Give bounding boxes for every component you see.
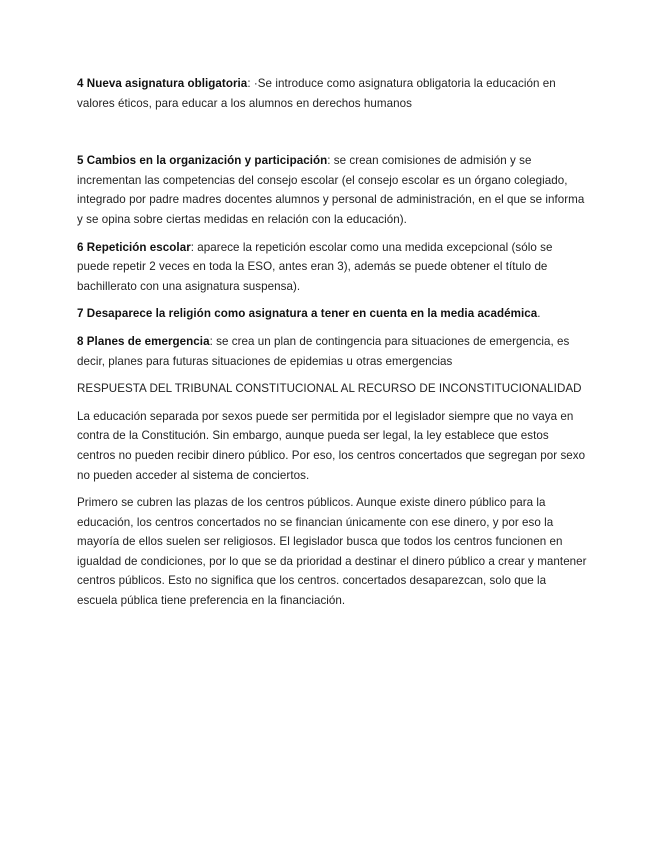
item-4-heading: 4 Nueva asignatura obligatoria [77, 77, 248, 90]
section-title: RESPUESTA DEL TRIBUNAL CONSTITUCIONAL AL RECURSO DE INCONSTITUCIONALIDAD [77, 382, 582, 396]
item-6-paragraph [77, 238, 587, 297]
item-6-heading: 6 Repetición escolar [77, 240, 191, 254]
item-6-body: : aparece la repetición escolar como una medida excepcional (sólo se puede repetir 2 veces en toda la ESO, antes eran 3), además se puede obtener el título de bachillerato con una asignatura suspensa). [77, 240, 553, 293]
item-8-paragraph [77, 332, 587, 371]
item-7-paragraph [77, 304, 587, 324]
item-4-paragraph [77, 74, 587, 113]
item-8-body: : se crea un plan de contingencia para situaciones de emergencia, es decir, planes para futuras situaciones de epidemias u otras emergencias [77, 334, 570, 368]
body-paragraph-1: La educación separada por sexos puede ser permitida por el legislador siempre que no vaya en contra de la Constitución. Sin embargo, aunque pueda ser legal, la ley establece que estos centros no pueden recibir dinero público. Por eso, los centros concertados que segregan por sexo no pueden acceder al sistema de conciertos. [77, 409, 586, 482]
item-7-heading: 7 Desaparece la religión como asignatura a tener en cuenta en la media académica [77, 307, 538, 321]
document-page [77, 74, 587, 619]
item-8-heading: 8 Planes de emergencia [77, 334, 210, 348]
item-4-body: : ·Se introduce como asignatura obligatoria la educación en valores éticos, para educar a los alumnos en derechos humanos [77, 77, 556, 110]
body-paragraph-2: Primero se cubren las plazas de los centros públicos. Aunque existe dinero público para la educación, los centros concertados no se financian únicamente con ese dinero, y por eso la mayoría de ellos suelen ser religiosos. El legislador busca que todos los centros funcionen en igualdad de condiciones, por lo que se da prioridad a destinar el dinero público a crear y mantener centros públicos. Esto no significa que los centros. concertados desaparezcan, solo que la escuela pública tiene preferencia en la financiación. [77, 496, 587, 608]
item-5-heading: 5 Cambios en la organización y participación [77, 154, 328, 168]
item-7-body: . [537, 307, 541, 321]
item-5-paragraph [77, 151, 587, 229]
item-5-body: : se crean comisiones de admisión y se incrementan las competencias del consejo escolar (el consejo escolar es un órgano colegiado, integrado por padre madres docentes alumnos y personal de administración, en el que se informa y se opina sobre ciertas medidas en relación con la educación). [77, 154, 585, 226]
